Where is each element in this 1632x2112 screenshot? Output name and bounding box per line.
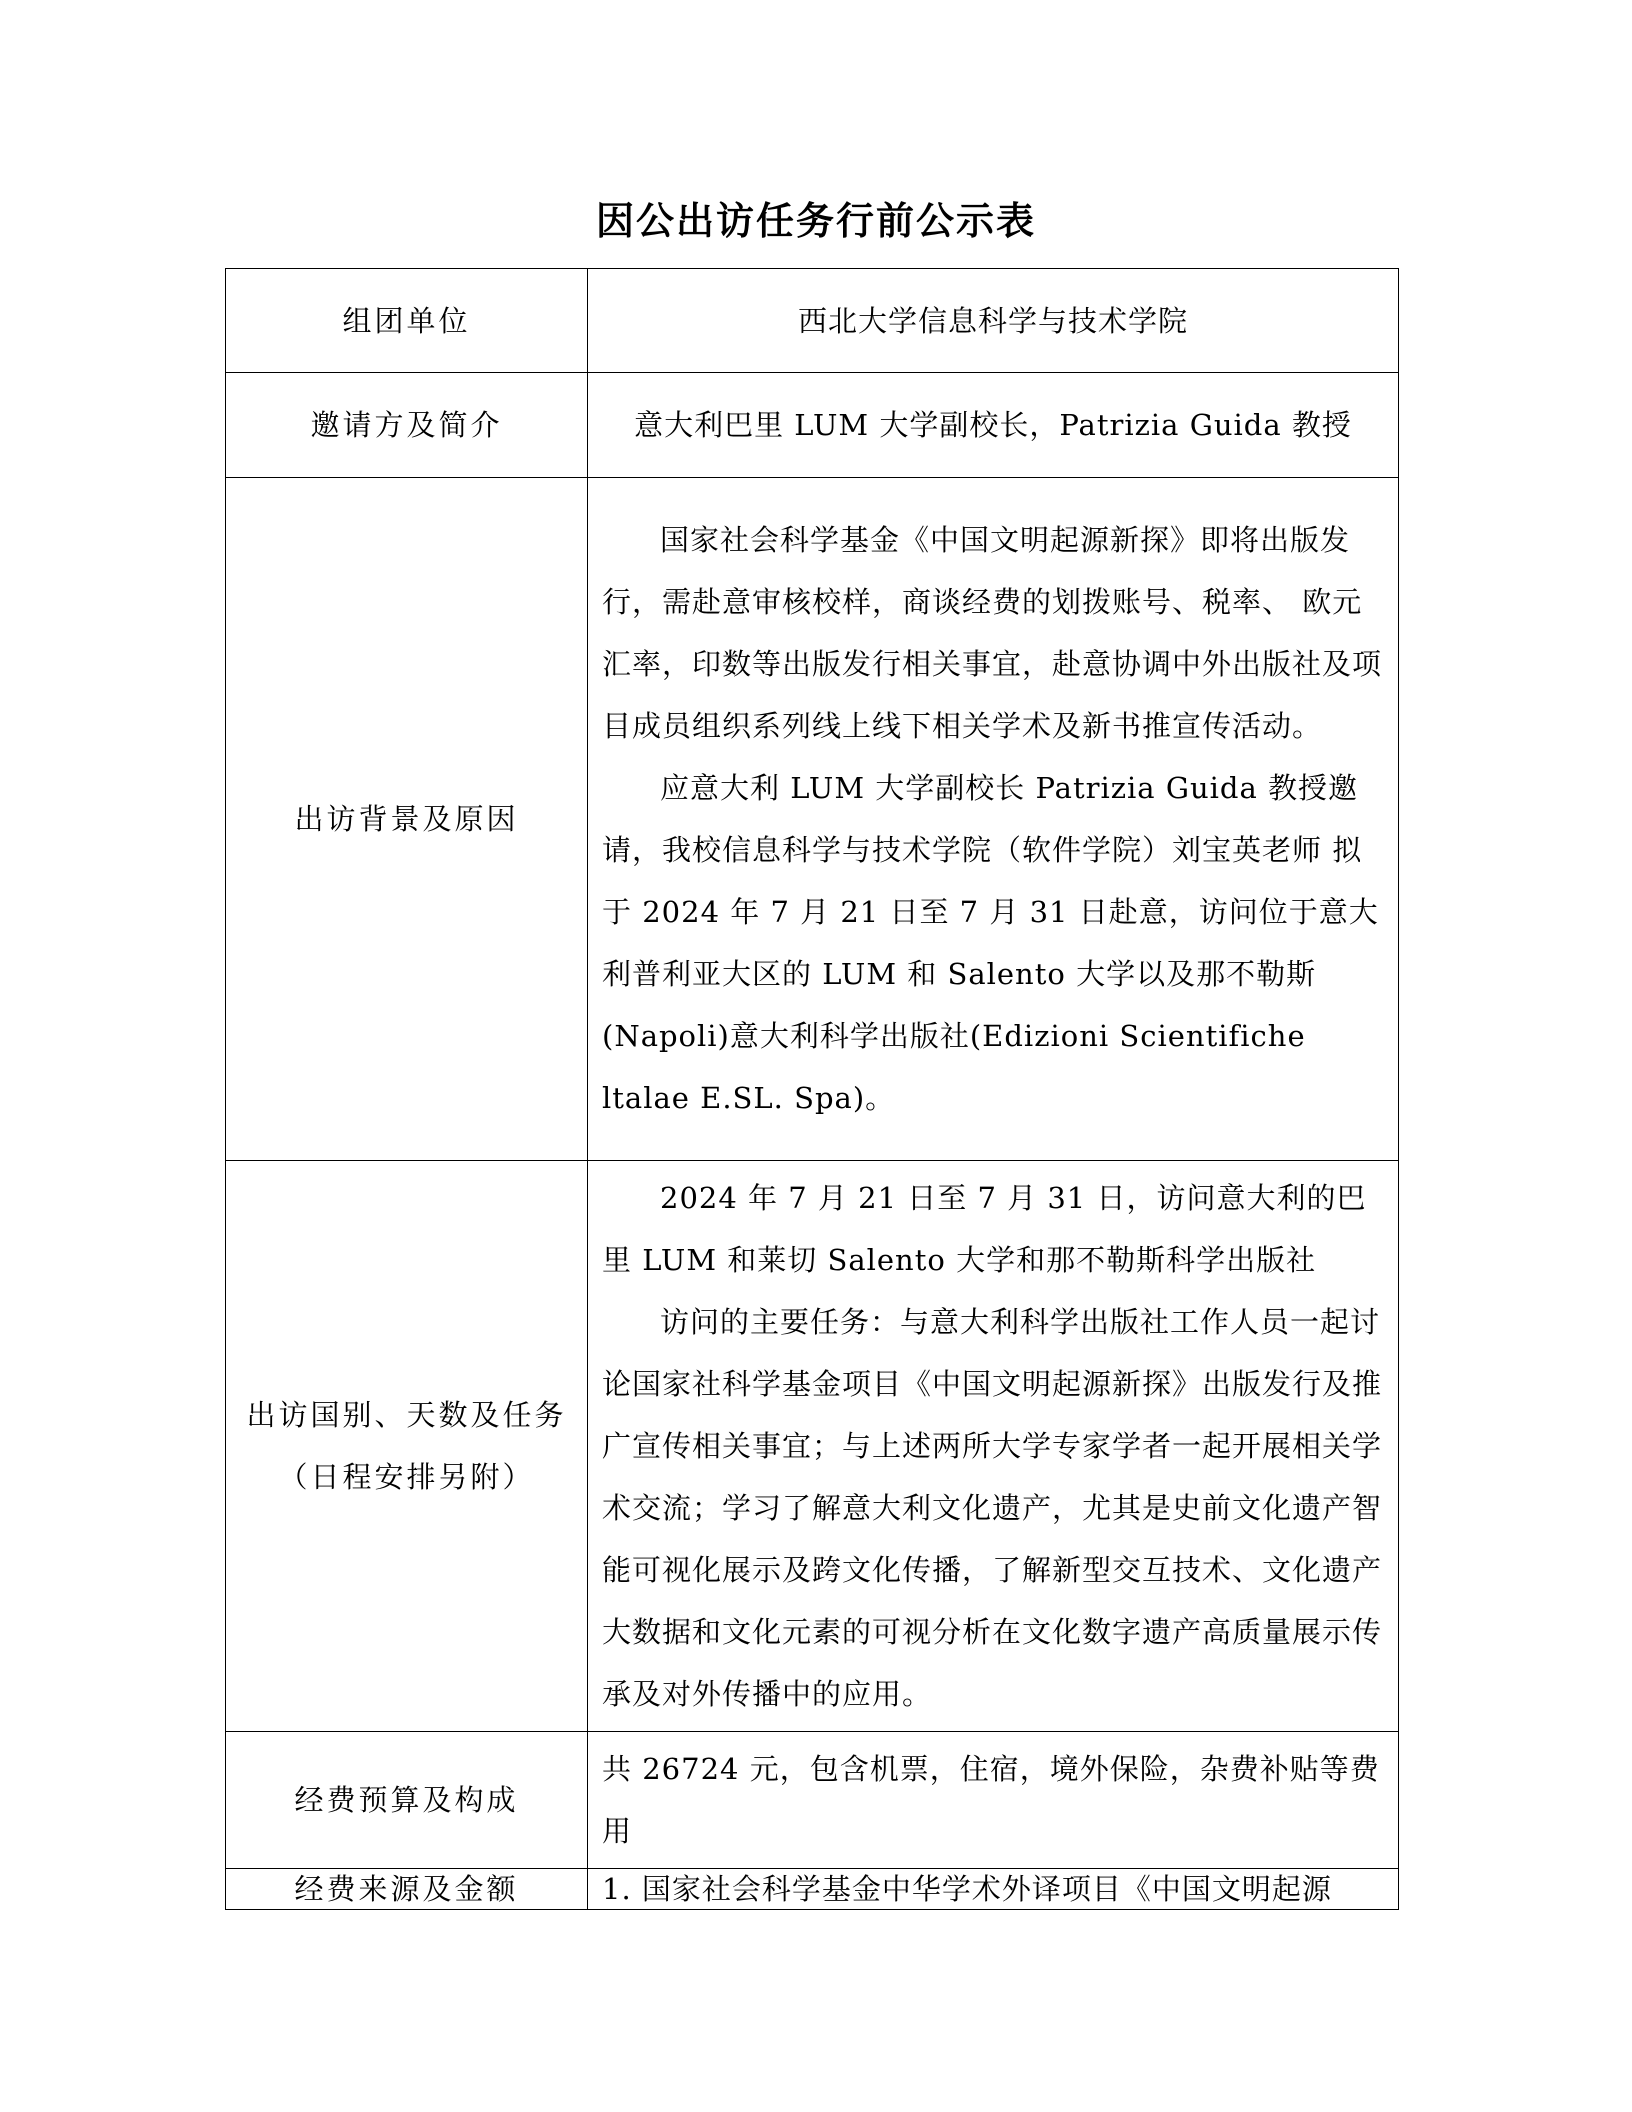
background-paragraph-1: 国家社会科学基金《中国文明起源新探》即将出版发行，需赴意审核校样，商谈经费的划拨账号、税率、 欧元汇率，印数等出版发行相关事宜，赴意协调中外出版社及项目成员组织系列线上线下相关学术及新书推宣传活动。	[602, 523, 1383, 743]
table-row	[226, 269, 1399, 373]
source-label: 经费来源及金额	[226, 1869, 588, 1910]
table-row	[226, 478, 1399, 1161]
unit-value: 西北大学信息科学与技术学院	[588, 269, 1399, 373]
tasks-content	[588, 1161, 1399, 1732]
announcement-table	[225, 268, 1399, 1910]
tasks-paragraph-2: 访问的主要任务：与意大利科学出版社工作人员一起讨论国家社科学基金项目《中国文明起源新探》出版发行及推广宣传相关事宜；与上述两所大学专家学者一起开展相关学术交流；学习了解意大利文化遗产，尤其是史前文化遗产智能可视化展示及跨文化传播，了解新型交互技术、文化遗产大数据和文化元素的可视分析在文化数字遗产高质量展示传承及对外传播中的应用。	[602, 1305, 1383, 1711]
budget-label: 经费预算及构成	[226, 1732, 588, 1869]
tasks-label-line1: 出访国别、天数及任务	[246, 1398, 567, 1432]
tasks-paragraph-1: 2024 年 7 月 21 日至 7 月 31 日，访问意大利的巴里 LUM 和莱切 Salento 大学和那不勒斯科学出版社	[602, 1181, 1367, 1277]
background-paragraph-2: 应意大利 LUM 大学副校长 Patrizia Guida 教授邀请，我校信息科学与技术学院（软件学院）刘宝英老师 拟于 2024 年 7 月 21 日至 7 月 31 日赴意，访问位于意大利普利亚大区的 LUM 和 Salento 大学以及那不勒斯(Napoli)意大利科学出版社(Edizioni Scientifiche ltalae E.SL. Spa)。	[602, 771, 1379, 1115]
table-row	[226, 1732, 1399, 1869]
inviter-value: 意大利巴里 LUM 大学副校长，Patrizia Guida 教授	[588, 373, 1399, 478]
background-label: 出访背景及原因	[226, 478, 588, 1161]
unit-label: 组团单位	[226, 269, 588, 373]
table-row	[226, 1869, 1399, 1910]
budget-content	[588, 1732, 1399, 1869]
source-value: 1. 国家社会科学基金中华学术外译项目《中国文明起源	[588, 1869, 1399, 1910]
tasks-label	[226, 1161, 588, 1732]
tasks-label-line2: （日程安排另附）	[278, 1460, 535, 1494]
budget-value: 共 26724 元，包含机票，住宿，境外保险，杂费补贴等费用	[602, 1752, 1380, 1848]
background-content	[588, 478, 1399, 1161]
table-row	[226, 373, 1399, 478]
page-title: 因公出访任务行前公示表	[595, 198, 1036, 243]
table-row	[226, 1161, 1399, 1732]
inviter-label: 邀请方及简介	[226, 373, 588, 478]
